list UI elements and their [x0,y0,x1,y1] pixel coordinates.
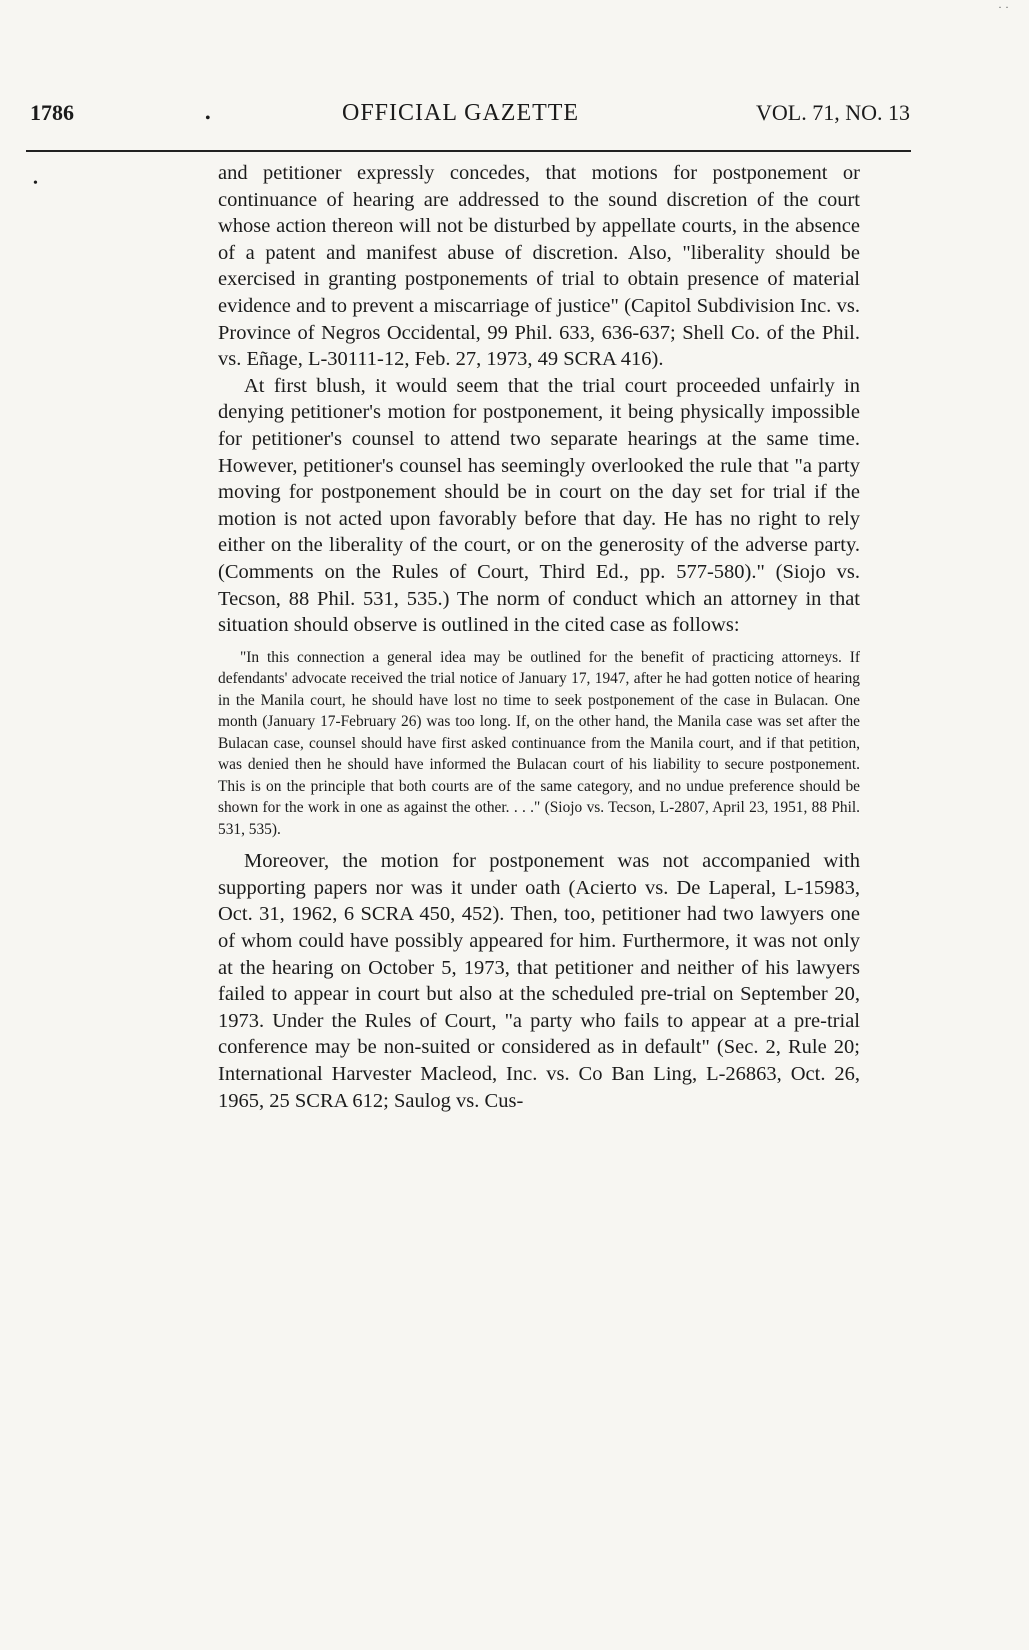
paragraph-first-blush: At first blush, it would seem that the trial court proceeded unfairly in denying petitioner's motion for postponement, it being physically impossible for petitioner's counsel to attend two separate hearings at the same time. However, petitioner's counsel has seemingly overlooked the rule that "a party moving for postponement should be in court on the day set for trial if the motion is not acted upon favorably before that day. He has no right to rely either on the liberality of the court, or on the generosity of the adverse party. (Comments on the Rules of Court, Third Ed., pp. 577-580)." (Siojo vs. Tecson, 88 Phil. 531, 535.) The norm of conduct which an attorney in that situation should observe is outlined in the cited case as follows: [218,374,860,637]
article-body [218,160,860,1114]
header-rule [26,150,911,152]
block-quote [218,647,860,841]
quote-text: "In this connection a general idea may be outlined for the benefit of practicing attorneys. If defendants' advocate received the trial notice of January 17, 1947, after he had gotten notice of hearing in the Manila court, he should have lost no time to seek postponement of the case in Bulacan. One month (January 17-February 26) was too long. If, on the other hand, the Manila case was set after the Bulacan case, counsel should have first asked continuance from the Manila court, and if that petition, was denied then he should have informed the Bulacan court of his liability to secure postponement. This is on the principle that both courts are of the same category, and no undue preference should be shown for the work in one as against the other. . . ." (Siojo vs. Tecson, L-2807, April 23, 1951, 88 Phil. 531, 535). [218,648,860,838]
publication-title: OFFICIAL GAZETTE [342,100,580,126]
page-header [30,100,910,140]
volume-number: VOL. 71, NO. 13 [756,100,910,125]
page-number: 1786 [30,100,74,125]
header-bullet: • [205,110,211,127]
corner-marks: · · [998,0,1009,14]
paragraph-moreover: Moreover, the motion for postponement was not accompanied with supporting papers nor was it under oath (Acierto vs. De Laperal, L-15983, Oct. 31, 1962, 6 SCRA 450, 452). Then, too, petitioner had two lawyers one of whom could have possibly appeared for him. Furthermore, it was not only at the hearing on October 5, 1973, that petitioner and neither of his lawyers failed to appear in court but also at the scheduled pre-trial on September 20, 1973. Under the Rules of Court, "a party who fails to appear at a pre-trial conference may be non-suited or considered as in default" (Sec. 2, Rule 20; International Harvester Macleod, Inc. vs. Co Ban Ling, L-26863, Oct. 26, 1965, 25 SCRA 612; Saulog vs. Cus- [218,850,860,1112]
margin-mark: • [33,176,38,191]
paragraph-continued: and petitioner expressly concedes, that motions for postponement or continuance of hearing are addressed to the sound discretion of the court whose action thereon will not be disturbed by appellate courts, in the absence of a patent and manifest abuse of discretion. Also, "liberality should be exercised in granting postponements of trial to obtain presence of material evidence and to prevent a miscarriage of justice" (Capitol Subdivision Inc. vs. Province of Negros Occidental, 99 Phil. 633, 636-637; Shell Co. of the Phil. vs. Eñage, L-30111-12, Feb. 27, 1973, 49 SCRA 416). [218,162,860,371]
